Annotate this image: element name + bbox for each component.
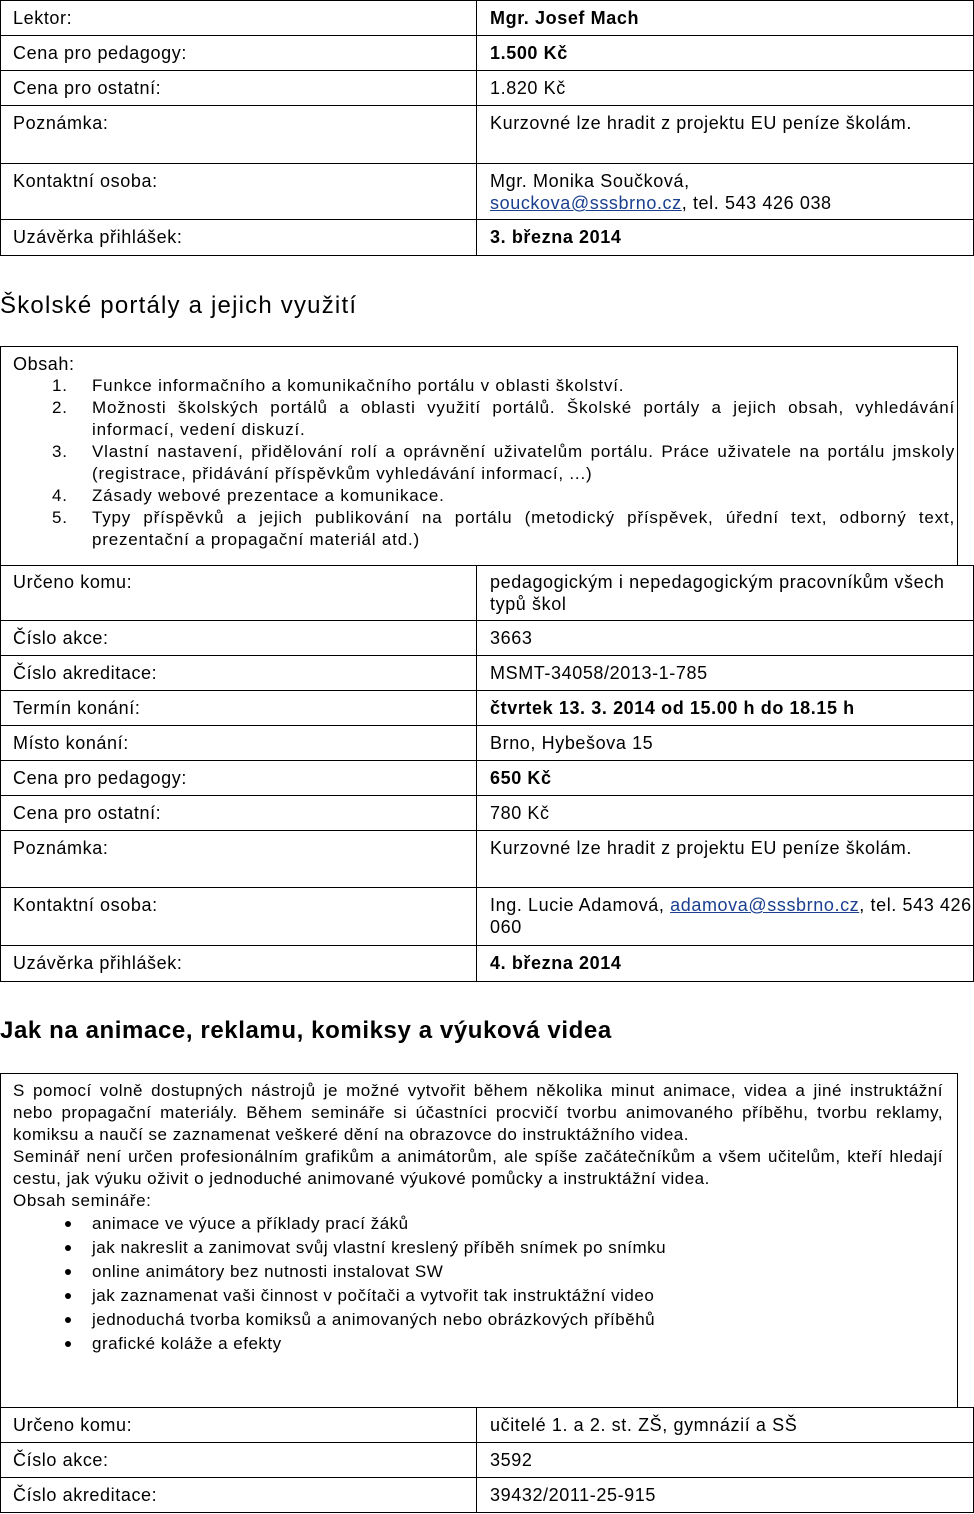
row-label: Cena pro pedagogy:: [1, 761, 477, 796]
topic-number: 5.: [52, 508, 68, 527]
table-row: [1, 1478, 974, 1513]
topic-text: Možnosti školských portálů a oblasti využití portálů. Školské portály a jejich obsah, vyhledávání informací, vedení diskuzí.: [92, 398, 955, 439]
row-label: Určeno komu:: [1, 566, 477, 621]
topic-text: Vlastní nastavení, přidělování rolí a oprávnění uživatelům portálu. Práce uživatele na portálu jmskoly (registrace, přidávání příspěvkům vyhledávání informací, ...): [92, 442, 955, 483]
topic-text: Funkce informačního a komunikačního portálu v oblasti školství.: [92, 376, 625, 395]
contact-email-link[interactable]: souckova@sssbrno.cz: [490, 193, 682, 213]
table-row: [1, 1443, 974, 1478]
table-row: [1, 71, 974, 106]
table-row: [1, 621, 974, 656]
table-row: [1, 691, 974, 726]
row-value: 1.820 Kč: [477, 71, 974, 106]
row-value: 3. března 2014: [477, 220, 974, 256]
table-row: [1, 566, 974, 621]
table-row: [1, 946, 974, 982]
row-label: Cena pro pedagogy:: [1, 36, 477, 71]
list-item: animace ve výuce a příklady prací žáků: [13, 1212, 957, 1236]
row-label: Uzávěrka přihlášek:: [1, 220, 477, 256]
seminar-topics-list: [13, 1212, 957, 1356]
description-paragraph: S pomocí volně dostupných nástrojů je možné vytvořit během několika minut animace, videa a jiné instruktážní nebo propagační materiály. Během semináře si účastníci procvičí tvorbu animovaného příběhu, tvorbu reklamy, komiksu a naučí se zaznamenat veškeré dění na obrazovce do instruktážního videa.: [13, 1081, 943, 1144]
topic-text: Typy příspěvků a jejich publikování na portálu (metodický příspěvek, úřední text, odborný text, prezentační a propagační materiál atd.): [92, 508, 955, 549]
contact-value: [477, 888, 974, 946]
row-label: Uzávěrka přihlášek:: [1, 946, 477, 982]
row-label: Poznámka:: [1, 106, 477, 164]
list-item: jak nakreslit a zanimovat svůj vlastní kreslený příběh snímek po snímku: [13, 1236, 957, 1260]
row-label: Číslo akce:: [1, 621, 477, 656]
contact-email-link[interactable]: adamova@sssbrno.cz: [670, 895, 860, 915]
row-label: Termín konání:: [1, 691, 477, 726]
row-value: čtvrtek 13. 3. 2014 od 15.00 h do 18.15 h: [477, 691, 974, 726]
contact-name: Ing. Lucie Adamová,: [490, 895, 665, 915]
contact-name: Mgr. Monika Součková,: [490, 171, 690, 191]
row-label: Místo konání:: [1, 726, 477, 761]
list-item: [13, 485, 957, 507]
row-label: Poznámka:: [1, 831, 477, 888]
obsah-label: Obsah:: [13, 354, 75, 374]
row-value: Brno, Hybešova 15: [477, 726, 974, 761]
course2-title: Školské portály a jejich využití: [0, 292, 358, 319]
row-value: Kurzovné lze hradit z projektu EU peníze školám.: [477, 831, 974, 888]
list-item: online animátory bez nutnosti instalovat SW: [13, 1260, 957, 1284]
list-item: [13, 441, 957, 485]
row-label: Kontaktní osoba:: [1, 888, 477, 946]
list-item: grafické koláže a efekty: [13, 1332, 957, 1356]
course2-table: [0, 565, 974, 982]
course3-info: [0, 1407, 958, 1513]
table-row: [1, 656, 974, 691]
row-label: Cena pro ostatní:: [1, 796, 477, 831]
row-label: Cena pro ostatní:: [1, 71, 477, 106]
course2-info: [0, 565, 972, 982]
course2-content: [0, 346, 958, 566]
row-label: Kontaktní osoba:: [1, 164, 477, 220]
contact-value: [477, 164, 974, 220]
table-row: [1, 726, 974, 761]
row-label: Číslo akreditace:: [1, 656, 477, 691]
table-row: [1, 831, 974, 888]
row-label: Lektor:: [1, 1, 477, 36]
row-value: 650 Kč: [477, 761, 974, 796]
course3-title: Jak na animace, reklamu, komiksy a výuková videa: [0, 1017, 612, 1044]
course1-table: [0, 0, 974, 256]
row-value: MSMT-34058/2013-1-785: [477, 656, 974, 691]
row-value: Kurzovné lze hradit z projektu EU peníze školám.: [477, 106, 974, 164]
table-row: [1, 106, 974, 164]
table-row: [1, 220, 974, 256]
topic-number: 2.: [52, 398, 68, 417]
list-item: [13, 507, 957, 551]
topic-number: 4.: [52, 486, 68, 505]
description-paragraph: Seminář není určen profesionálním grafikům a animátorům, ale spíše začátečníkům a všem učitelům, kteří hledají cestu, jak výuku oživit o jednoduché animované výukové pomůcky a instruktážní videa.: [13, 1147, 943, 1188]
row-value: 3592: [477, 1443, 974, 1478]
row-value: 3663: [477, 621, 974, 656]
row-value: pedagogickým i nepedagogickým pracovníkům všech typů škol: [477, 566, 974, 621]
contact-tel: , tel. 543 426 060: [490, 895, 972, 937]
row-value: učitelé 1. a 2. st. ZŠ, gymnázií a SŠ: [477, 1408, 974, 1443]
table-row: [1, 36, 974, 71]
contact-tel: , tel. 543 426 038: [681, 193, 832, 213]
row-label: Číslo akce:: [1, 1443, 477, 1478]
table-row: [1, 888, 974, 946]
list-item: jak zaznamenat vaši činnost v počítači a vytvořit tak instruktážní video: [13, 1284, 957, 1308]
list-item: [13, 375, 957, 397]
table-row: [1, 796, 974, 831]
topic-number: 3.: [52, 442, 68, 461]
list-item: [13, 397, 957, 441]
row-label: Určeno komu:: [1, 1408, 477, 1443]
topic-text: Zásady webové prezentace a komunikace.: [92, 486, 445, 505]
topics-list: [13, 375, 957, 551]
table-row: [1, 1, 974, 36]
course1-info: [0, 0, 958, 256]
table-row: [1, 761, 974, 796]
row-value: 1.500 Kč: [477, 36, 974, 71]
course3-content: [0, 1073, 958, 1408]
list-item: jednoduchá tvorba komiksů a animovaných nebo obrázkových příběhů: [13, 1308, 957, 1332]
table-row: [1, 1408, 974, 1443]
table-row: [1, 164, 974, 220]
topic-number: 1.: [52, 376, 68, 395]
row-value: Mgr. Josef Mach: [477, 1, 974, 36]
course3-table: [0, 1407, 974, 1513]
row-value: 4. března 2014: [477, 946, 974, 982]
obsah-label: Obsah semináře:: [13, 1191, 152, 1210]
row-value: 39432/2011-25-915: [477, 1478, 974, 1513]
row-label: Číslo akreditace:: [1, 1478, 477, 1513]
row-value: 780 Kč: [477, 796, 974, 831]
